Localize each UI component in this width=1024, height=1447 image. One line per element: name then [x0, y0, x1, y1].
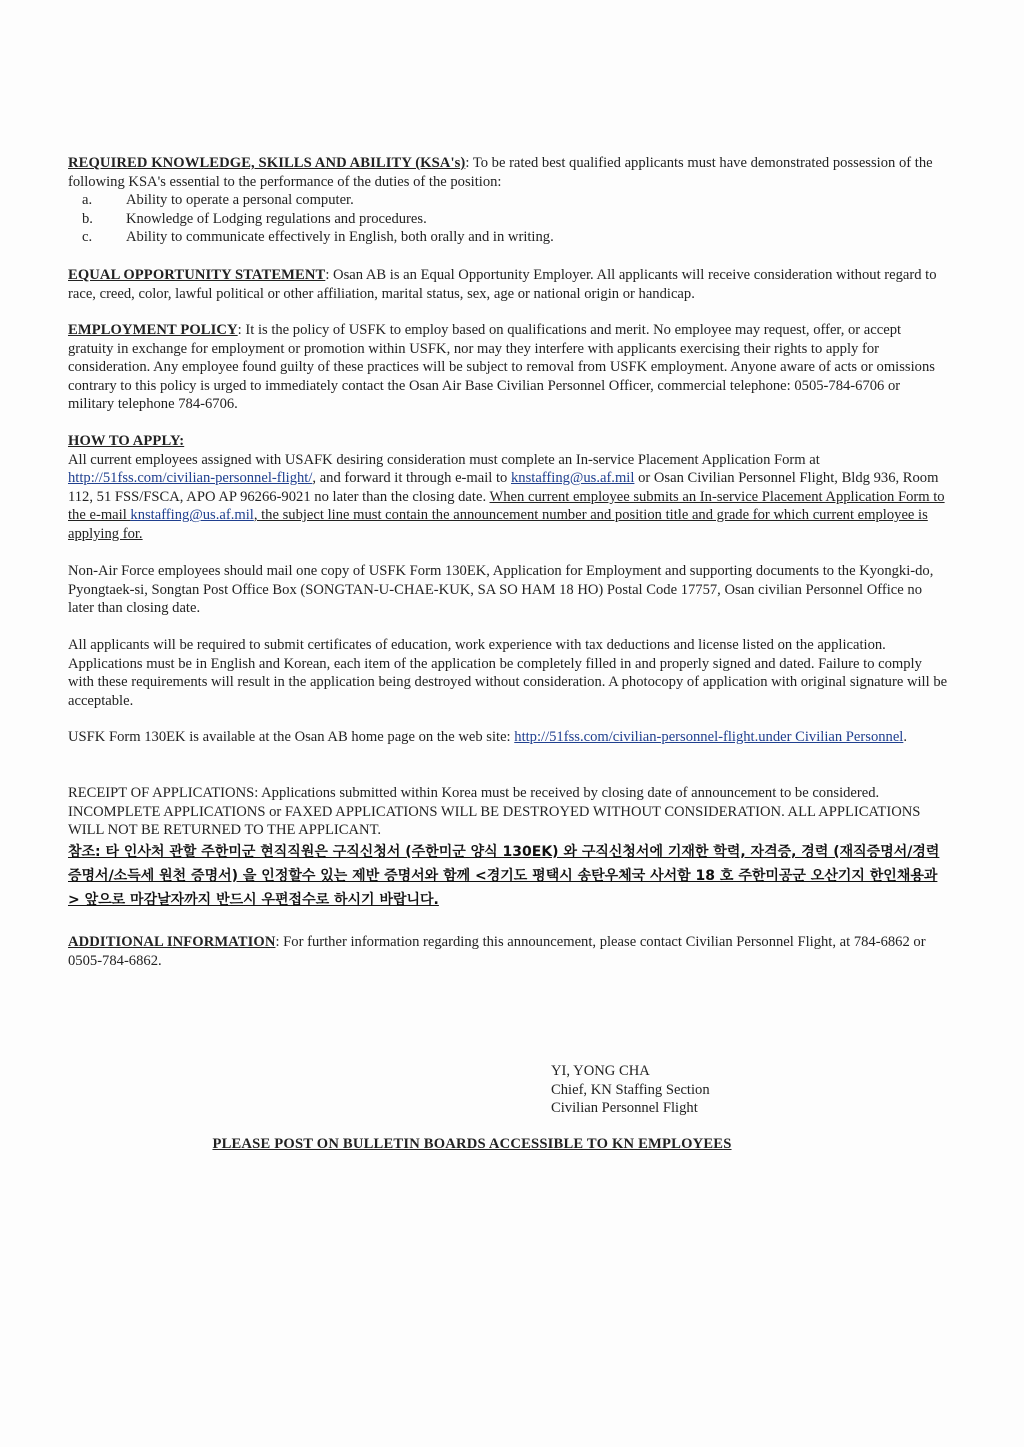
how-to-apply-heading: HOW TO APPLY: — [68, 433, 185, 449]
paragraph-text: USFK Form 130EK is available at the Osan AB home page on the web site: — [68, 729, 515, 745]
receipt-paragraph: RECEIPT OF APPLICATIONS: Applications submitted within Korea must be received by closing date of announcement to be considered. INCOMPLETE APPLICATIONS or FAXED APPLICATIONS WILL BE DESTROYED WITHOUT CONSIDERATION. ALL APPLICATIONS WILL NOT BE RETURNED TO THE APPLICANT. — [68, 785, 921, 839]
form-availability-paragraph — [68, 728, 948, 747]
current-employees-paragraph — [68, 451, 948, 544]
additional-information-heading: ADDITIONAL INFORMATION — [68, 934, 276, 950]
list-text: Knowledge of Lodging regulations and procedures. — [126, 210, 427, 227]
underlined-text: When current employee submits an In-service Placement Application Form to the e-mail — [68, 488, 945, 524]
additional-information-text: : For further information regarding this announcement, please contact Civilian Personnel Flight, at 784-6862 or 0505-784-6862. — [68, 934, 926, 969]
paragraph-text: All current employees assigned with USAFK desiring consideration must complete an In-service Placement Application Form at — [68, 451, 820, 468]
equal-opportunity-section — [68, 266, 948, 303]
underlined-text: , the subject line must contain the announcement number and position title and grade for which current employee is applying for. — [68, 507, 928, 542]
staffing-email-link[interactable]: knstaffing@us.af.mil — [511, 470, 635, 487]
ksa-heading: REQUIRED KNOWLEDGE, SKILLS AND ABILITY (KSA's) — [68, 155, 466, 171]
paragraph-text: . — [903, 729, 908, 745]
equal-opportunity-heading: EQUAL OPPORTUNITY STATEMENT — [68, 267, 326, 283]
signature-block — [551, 1062, 710, 1118]
equal-opportunity-text: : Osan AB is an Equal Opportunity Employer. All applicants will receive consideration without regard to race, creed, color, lawful political or other affiliation, marital status, sex, age or national origin or handicap. — [68, 267, 937, 302]
non-air-force-paragraph: Non-Air Force employees should mail one copy of USFK Form 130EK, Application for Employment and supporting documents to the Kyongki-do, Pyongtaek-si, Songtan Post Office Box (SONGTAN-U-CHAE-KUK, SA SO HAM 18 HO) Postal Code 17757, Osan civilian Personnel Office no later than closing date. — [68, 563, 934, 617]
list-letter: b. — [82, 210, 93, 227]
form-website-link[interactable]: http://51fss.com/civilian-personnel-flight.under Civilian Personnel — [514, 729, 904, 745]
list-text: Ability to communicate effectively in English, both orally and in writing. — [126, 229, 554, 246]
posting-notice: PLEASE POST ON BULLETIN BOARDS ACCESSIBLE TO KN EMPLOYEES — [212, 1136, 732, 1152]
list-letter: c. — [82, 229, 93, 246]
paragraph-text: or Osan Civilian Personnel Flight, Bldg 936, Room 112, 51 FSS/FSCA, APO AP 96266-9021 no later than the closing date. — [68, 470, 939, 505]
employment-policy-text: : It is the policy of USFK to employ based on qualifications and merit. No employee may request, offer, or accept gratuity in exchange for employment or promotion within USFK, nor may they interfere with applicants exercising their rights to apply for consideration. Any employee found guilty of these practices will be subject to removal from USFK employment. Anyone aware of acts or omissions contrary to this policy is urged to immediately contact the Osan Air Base Civilian Personnel Officer, commercial telephone: 0505-784-6706 or military telephone 784-6706. — [68, 322, 935, 413]
ksa-section — [68, 154, 948, 247]
employment-policy-section — [68, 321, 948, 414]
korean-notice: 참조: 타 인사처 관할 주한미군 현직직원은 구직신청서 (주한미군 양식 130EK) 와 구직신청서에 기재한 학력, 자격증, 경력 (재직증명서/경력증명서/소득세 원천 증명서) 을 인정할수 있는 제반 증명서와 함께 <경기도 평택시 송탄우체국 사서함 18 호 주한미공군 오산기지 한인채용과> 앞으로 마감날자까지 반드시 우편접수로 하시기 바랍니다. — [68, 844, 940, 908]
paragraph-text: , and forward it through e-mail to — [312, 470, 511, 487]
list-item — [82, 191, 948, 210]
staffing-email-link-2[interactable]: knstaffing@us.af.mil — [130, 507, 254, 524]
additional-information-section — [68, 933, 948, 970]
signer-title: Chief, KN Staffing Section — [551, 1081, 710, 1098]
employment-policy-heading: EMPLOYMENT POLICY — [68, 322, 238, 338]
list-text: Ability to operate a personal computer. — [126, 192, 354, 209]
signer-office: Civilian Personnel Flight — [551, 1100, 698, 1117]
list-item — [82, 228, 948, 247]
signer-name: YI, YONG CHA — [551, 1063, 650, 1079]
ksa-list — [68, 191, 948, 247]
ksa-intro: : To be rated best qualified applicants must have demonstrated possession of the following KSA's essential to the performance of the duties of the position: — [68, 155, 933, 190]
list-item — [82, 210, 948, 229]
how-to-apply-section — [68, 432, 948, 544]
cpf-website-link[interactable]: http://51fss.com/civilian-personnel-flight/ — [68, 470, 313, 487]
requirements-paragraph: All applicants will be required to submit certificates of education, work experience with tax deductions and license listed on the application. Applications must be in English and Korean, each item of the application be completely filled in and properly signed and dated. Failure to comply with these requirements will result in the application being destroyed without consideration. A photocopy of application with original signature will be acceptable. — [68, 637, 948, 709]
list-letter: a. — [82, 192, 93, 209]
